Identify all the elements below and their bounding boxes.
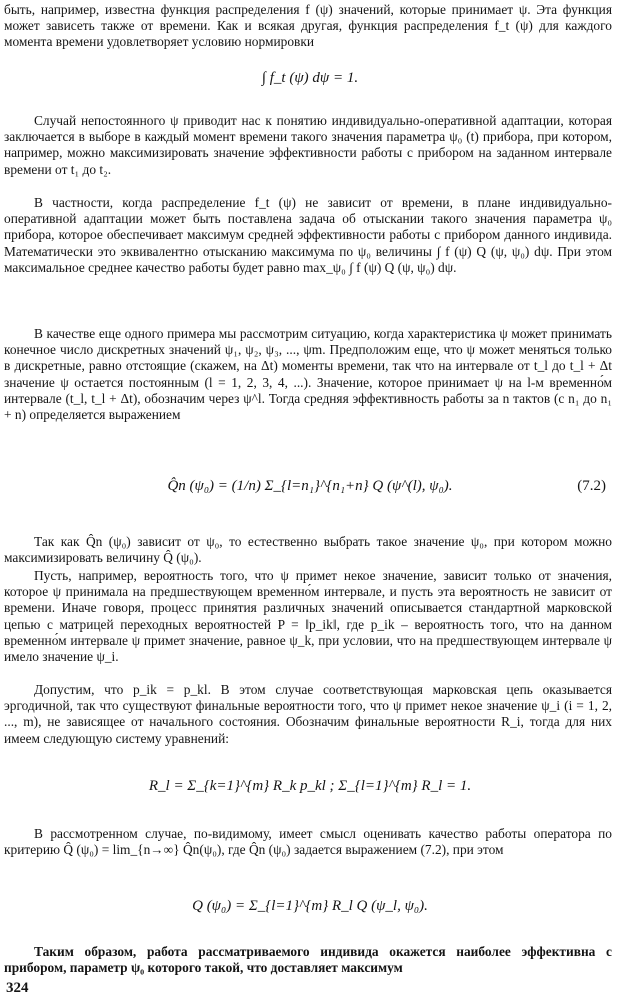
paragraph-adaptation: Случай непостоянного ψ приводит нас к понятию индивидуально-оперативной адаптации, которая заключается в выборе в каждый момент времени такого значения параметра ψ₀ (t) прибора, при котором, например, можно максимизировать значение эффективности работы с прибором на заданном интервале времени от t₁ до t₂. (4, 113, 612, 177)
paragraph-criterion: В рассмотренном случае, по-видимому, имеет смысл оценивать качество работы оператора по критерию Q̂ (ψ₀) = lim_{n→∞} Q̂n(ψ₀), где Q̂n (ψ₀) задается выражением (7.2), при этом (4, 826, 612, 858)
paragraph-discrete-values: В качестве еще одного примера мы рассмотрим ситуацию, когда характеристика ψ может принимать конечное число дискретных значений ψ₁, ψ₂, ψ₃, ..., ψm. Предположим еще, что ψ может меняться только в дискретные, равно отстоящие (скажем, на Δt) моменты времени, так что на интервале от t_l до t_l + Δt значение ψ остается постоянным (l = 1, 2, 3, 4, ...). Значение, которое принимает ψ на l-м временно́м интервале (t_l, t_l + Δt), обозначим через ψ^l. Тогда средняя эффективность работы за n тактов (с n₁ до n₁ + n) определяется выражением (4, 326, 612, 423)
paragraph-ergodic: Допустим, что p_ik = p_kl. В этом случае соответствующая марковская цепь оказывается эргодичной, так что существуют финальные вероятности того, что ψ примет некое значение ψ_i (i = 1, 2, ..., m), не зависящее от начального состояния. Обозначим финальные вероятности R_i, тогда для них имеем следующую систему уравнений: (4, 682, 612, 746)
paragraph-markov-chain: Пусть, например, вероятность того, что ψ примет некое значение, зависит только от значения, которое ψ принимала на предшествующем временно́м интервале, и пусть эта вероятность не зависит от времени. Иначе говоря, процесс принятия различных значений описывается стандартной марковской цепью с матрицей переходных вероятностей P = ‖p_ik‖, где p_ik – вероятность того, что на данном временно́м интервале ψ примет значение, равное ψ_k, при условии, что на предшествующем интервале ψ имело значение ψ_i. (4, 568, 612, 665)
paragraph-distribution: быть, например, известна функция распределения f (ψ) значений, которые принимает ψ. Эта функция может зависеть также от времени. Как и всякая другая, функция распределения f_t (ψ) для каждого момента времени удовлетворяет условию нормировки (4, 2, 612, 50)
paragraph-conclusion: Таким образом, работа рассматриваемого индивида окажется наиболее эффективна с прибором, параметр ψ₀ которого такой, что доставляет максимум (4, 944, 612, 976)
equation-7-2: Q̂n (ψ₀) = (1/n) Σ_{l=n₁}^{n₁+n} Q (ψ^(l), ψ₀). (167, 478, 453, 494)
paragraph-choose-value: Так как Q̂n (ψ₀) зависит от ψ₀, то естественно выбрать такое значение ψ₀, при котором можно максимизировать величину Q̂ (ψ₀). (4, 534, 612, 566)
page-number: 324 (6, 980, 29, 996)
equation-system: R_l = Σ_{k=1}^{m} R_k p_kl ; Σ_{l=1}^{m} R_l = 1. (148, 778, 472, 794)
paragraph-time-independent: В частности, когда распределение f_t (ψ) не зависит от времени, в плане индивидуально-оперативной адаптации может быть поставлена задача об отыскании такого значения параметра ψ₀ прибора, которое обеспечивает максимум средней эффективности работы с прибором данного индивида. Математически это эквивалентно отысканию максимума по ψ₀ величины ∫ f (ψ) Q (ψ, ψ₀) dψ. При этом максимальное среднее качество работы будет равно max_ψ₀ ∫ f (ψ) Q (ψ, ψ₀) dψ. (4, 195, 612, 275)
normalization-formula: ∫ f_t (ψ) dψ = 1. (261, 70, 359, 86)
equation-number: (7.2) (577, 478, 606, 494)
equation-final: Q (ψ₀) = Σ_{l=1}^{m} R_l Q (ψ_l, ψ₀). (192, 898, 428, 914)
